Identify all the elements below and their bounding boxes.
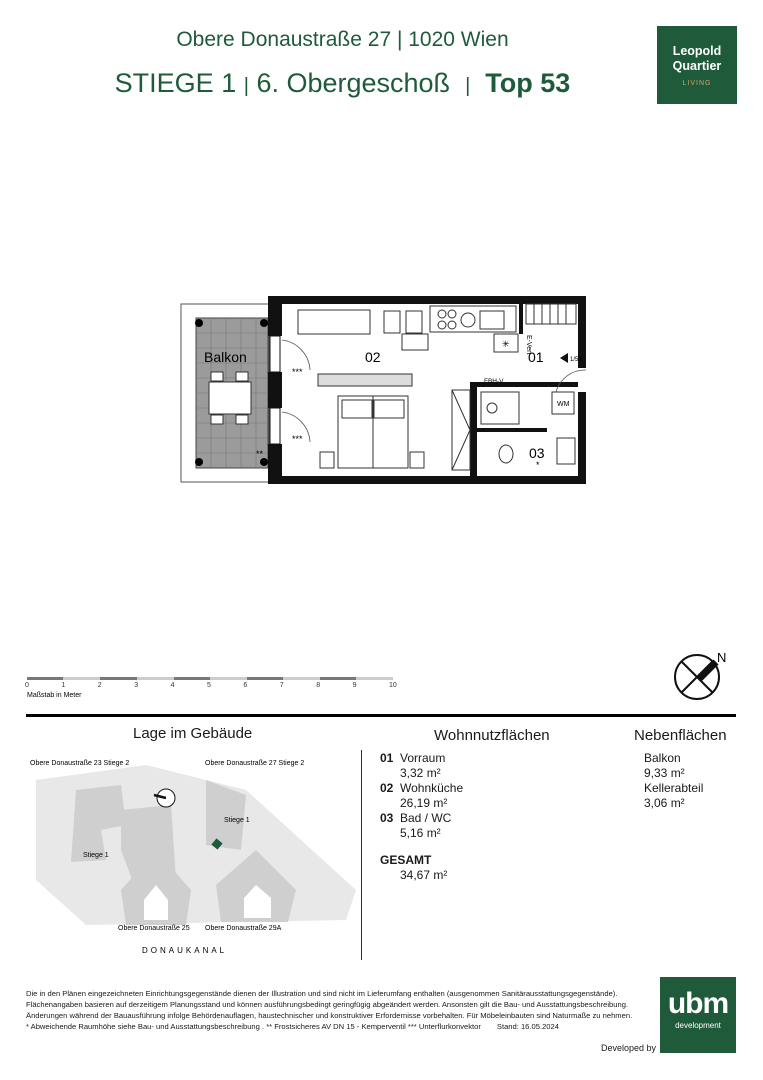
footer-stand: Stand: 16.05.2024	[496, 1022, 559, 1031]
neben-item-2: Kellerabteil	[644, 781, 704, 795]
wohn-item-1: 01 Vorraum	[380, 751, 446, 765]
room-02-label: 02	[365, 349, 381, 365]
footer-line1: Die in den Plänen eingezeichneten Einrichtungsgegenstände dienen der Illustration und sind nicht im Lieferumfang enthalten (ausgenommen Sanitärausstattungsgegenstände).	[26, 989, 618, 998]
lage-title: Lage im Gebäude	[133, 725, 253, 742]
fbhv-label: FBH-V	[484, 378, 504, 385]
label-od23: Obere Donaustraße 23 Stiege 2	[30, 760, 130, 767]
neben-title: Nebenflächen	[634, 727, 727, 744]
ubm-word: development	[675, 1021, 721, 1030]
logo-line1: Leopold	[672, 44, 722, 58]
neben-item-1: Balkon	[644, 751, 681, 765]
compass-icon	[675, 655, 719, 699]
footer-line4: * Abweichende Raumhöhe siehe Bau- und Ausstattungsbeschreibung . ** Frostsicheres AV DN 15 - Kemperventil *** Unterflurkonvektor Stand: 16.05.2024	[26, 1022, 559, 1031]
sideboard	[298, 310, 370, 334]
entry-door-swing	[556, 370, 586, 392]
footer-line3: Änderungen während der Bauausführung infolge Behördenauflagen, haustechnischer und konstruktiver Erfordernisse vorbehalten. Für Möbeleinbauten sind Naturmaße zu nehmen.	[26, 1011, 633, 1020]
wohn-item-1-area: 3,32 m²	[400, 766, 441, 780]
dining-table	[402, 334, 428, 350]
label-stiege1-right: Stiege 1	[224, 817, 250, 824]
divider	[26, 714, 736, 717]
entry-arrow	[560, 353, 568, 363]
room-01-label: 01	[528, 349, 544, 365]
compass-north: N	[717, 650, 727, 665]
wohn-title: Wohnnutzflächen	[434, 727, 550, 744]
room-03-label: 03	[529, 445, 545, 461]
unit-floor: 6. Obergeschoß	[256, 68, 451, 98]
scale-tick-label: 0	[25, 682, 29, 689]
balkon-label: Balkon	[204, 349, 247, 365]
wardrobe	[452, 390, 470, 470]
scale-tick-label: 1	[61, 682, 66, 689]
footer-line2: Flächenangaben basieren auf derzeitigem Planungsstand und können ausführungsbedingt geringfügig abgeändert werden. Ansonsten gilt die Bau- und Ausstattungsbeschreibung.	[26, 1000, 629, 1009]
footer-notes	[26, 988, 656, 1032]
address-heading: Obere Donaustraße 27 | 1020 Wien	[176, 28, 509, 51]
label-donaukanal: DONAUKANAL	[142, 946, 228, 955]
site-plan	[26, 750, 362, 960]
scale-tick-label: 6	[243, 682, 248, 689]
neben-item-2-area: 3,06 m²	[644, 796, 685, 810]
scale-tick-label: 5	[207, 682, 211, 689]
wohn-item-3: 03 Bad / WC	[380, 811, 452, 825]
ubm-logo	[660, 977, 736, 1053]
ubm-mark: ubm	[667, 987, 729, 1020]
wm-label: WM	[557, 401, 570, 408]
kitchen-counter	[430, 306, 516, 332]
label-stiege1-left: Stiege 1	[83, 852, 109, 859]
scale-tick-label: 2	[97, 682, 102, 689]
label-od25: Obere Donaustraße 25	[118, 925, 190, 932]
separator: |	[243, 75, 249, 97]
stars-3-b: ***	[292, 434, 303, 444]
scale-label: Maßstab in Meter	[27, 692, 82, 699]
toilet	[499, 445, 513, 463]
door-number: 1/53	[570, 357, 582, 363]
window-swings	[282, 340, 310, 442]
scale-tick-label: 7	[279, 682, 284, 689]
scale-tick-label: 8	[316, 682, 321, 689]
scale-tick-label: 3	[134, 682, 139, 689]
scale-tick-label: 10	[389, 682, 397, 689]
stars-3-a: ***	[292, 367, 303, 377]
wall-shelf	[318, 374, 412, 386]
neben-item-1-area: 9,33 m²	[644, 766, 685, 780]
wohn-item-2: 02 Wohnküche	[380, 781, 464, 795]
bed	[320, 396, 424, 468]
scale-tick-label: 9	[352, 682, 357, 689]
wohn-item-3-area: 5,16 m²	[400, 826, 441, 840]
wohn-list	[380, 751, 463, 883]
label-od27: Obere Donaustraße 27 Stiege 2	[205, 760, 305, 767]
storage-unit	[526, 304, 576, 324]
unit-stiege: STIEGE 1	[114, 68, 237, 98]
fridge-mark: ✳	[502, 339, 510, 349]
unit-top: Top 53	[485, 68, 571, 98]
logo-line2: Quartier	[672, 59, 722, 73]
e-vert-label: E-Vert	[525, 335, 532, 355]
logo-line3: LIVING	[682, 80, 712, 87]
balkon-table	[209, 382, 251, 414]
separator: |	[465, 75, 471, 97]
star-1: *	[536, 460, 540, 470]
scale-bar	[27, 677, 393, 680]
scale-tick-label: 4	[170, 682, 175, 689]
developed-by: Developed by	[601, 1043, 657, 1053]
wohn-total-label: GESAMT	[380, 853, 432, 867]
wohn-item-2-area: 26,19 m²	[400, 796, 448, 810]
label-od29a: Obere Donaustraße 29A	[205, 925, 282, 932]
neben-list	[644, 751, 703, 811]
stars-2: **	[256, 449, 264, 459]
wohn-total-area: 34,67 m²	[400, 868, 448, 882]
sink	[557, 438, 575, 464]
